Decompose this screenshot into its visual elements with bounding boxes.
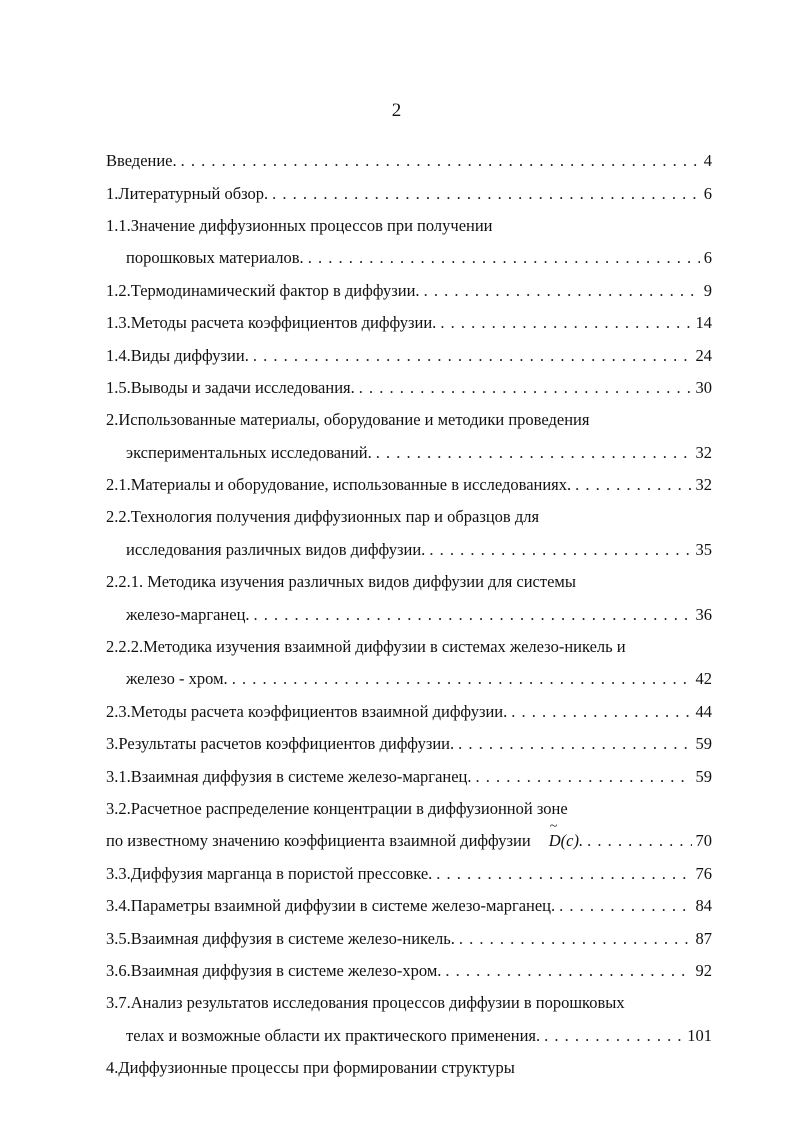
toc-entry-title: 4.Диффузионные процессы при формировании структуры bbox=[106, 1058, 515, 1078]
toc-entry bbox=[106, 922, 712, 954]
toc-entry-title: 3.2.Расчетное распределение концентрации в диффузионной зоне bbox=[106, 799, 568, 818]
toc-leader-dots bbox=[587, 831, 691, 851]
toc-entry-page: 32 bbox=[695, 475, 712, 495]
toc-entry-page: 70 bbox=[695, 831, 712, 851]
toc-entry-page: 14 bbox=[695, 313, 712, 333]
page-number: 2 bbox=[391, 100, 402, 121]
toc-entry bbox=[106, 858, 712, 890]
toc-entry bbox=[106, 728, 712, 760]
toc-entry-title: 1.1.Значение диффузионных процессов при получении bbox=[106, 215, 493, 235]
toc-entry-title: железо-марганец. bbox=[126, 604, 250, 624]
toc-entry-page: 44 bbox=[695, 701, 712, 721]
toc-entry-title: 1.3.Методы расчета коэффициентов диффузии. bbox=[106, 313, 437, 333]
toc-entry-page: 32 bbox=[695, 442, 712, 462]
toc-entry-title: порошковых материалов. bbox=[126, 248, 304, 268]
toc-leader-dots bbox=[376, 443, 692, 463]
toc-entry bbox=[106, 1052, 712, 1084]
toc-entry bbox=[106, 210, 712, 242]
toc-entry-page: 76 bbox=[695, 863, 712, 883]
toc-leader-dots bbox=[458, 734, 691, 754]
toc-entry bbox=[106, 566, 712, 598]
toc-entry bbox=[106, 404, 712, 436]
toc-entry-title: 2.Использованные материалы, оборудование и методики проведения bbox=[106, 410, 590, 430]
toc-entry-title: по известному значению коэффициента взаимной диффузии bbox=[106, 831, 531, 851]
toc-entry bbox=[106, 760, 712, 792]
toc-entry bbox=[106, 437, 712, 469]
toc-entry-page: 101 bbox=[687, 1025, 712, 1045]
toc-entry bbox=[106, 825, 712, 857]
toc-entry bbox=[106, 1020, 712, 1052]
toc-entry bbox=[106, 793, 712, 825]
toc-entry bbox=[106, 145, 712, 177]
toc-entry-page: 87 bbox=[695, 928, 712, 948]
toc-entry-page: 42 bbox=[695, 669, 712, 689]
table-of-contents bbox=[106, 145, 712, 1084]
toc-entry bbox=[106, 501, 712, 533]
toc-entry-title: 3.1.Взаимная диффузия в системе железо-марганец. bbox=[106, 766, 472, 786]
toc-entry-title: 3.5.Взаимная диффузия в системе железо-никель. bbox=[106, 928, 455, 948]
toc-leader-dots bbox=[424, 281, 700, 301]
toc-entry bbox=[106, 307, 712, 339]
toc-entry bbox=[106, 955, 712, 987]
toc-entry-page: 9 bbox=[703, 280, 712, 300]
toc-entry-title: 2.3.Методы расчета коэффициентов взаимной диффузии. bbox=[106, 701, 508, 721]
toc-leader-dots bbox=[459, 929, 692, 949]
toc-entry bbox=[106, 987, 712, 1019]
toc-leader-dots bbox=[559, 896, 691, 916]
toc-entry-title: экспериментальных исследований. bbox=[126, 442, 372, 462]
toc-entry-page: 36 bbox=[695, 604, 712, 624]
toc-entry-title: 1.4.Виды диффузии. bbox=[106, 345, 249, 365]
toc-leader-dots bbox=[511, 702, 691, 722]
toc-leader-dots bbox=[429, 540, 691, 560]
toc-leader-dots bbox=[359, 378, 692, 398]
toc-leader-dots bbox=[253, 346, 692, 366]
toc-entry-title: 1.2.Термодинамический фактор в диффузии. bbox=[106, 280, 420, 300]
toc-entry bbox=[106, 469, 712, 501]
toc-leader-dots bbox=[232, 669, 692, 689]
toc-entry-title: 1.5.Выводы и задачи исследования. bbox=[106, 377, 355, 397]
formula-text: ~ D(c). bbox=[549, 831, 583, 851]
toc-entry-page: 35 bbox=[695, 539, 712, 559]
toc-entry-page: 92 bbox=[695, 960, 712, 980]
toc-entry-title: телах и возможные области их практического применения. bbox=[126, 1025, 541, 1045]
toc-entry-title: Введение. bbox=[106, 151, 177, 171]
toc-entry-title: 3.3.Диффузия марганца в пористой прессовке. bbox=[106, 863, 433, 883]
toc-entry-title: 3.Результаты расчетов коэффициентов диффузии. bbox=[106, 734, 455, 754]
diffusion-coefficient-formula bbox=[549, 831, 583, 851]
toc-entry-title: 2.2.2.Методика изучения взаимной диффузии в системах железо-никель и bbox=[106, 637, 626, 657]
toc-leader-dots bbox=[476, 767, 692, 787]
toc-leader-dots bbox=[181, 151, 700, 171]
toc-leader-dots bbox=[445, 961, 691, 981]
toc-entry-page: 4 bbox=[703, 151, 712, 171]
toc-entry bbox=[106, 696, 712, 728]
toc-leader-dots bbox=[575, 475, 691, 495]
toc-entry-title: железо - хром. bbox=[126, 669, 228, 689]
toc-entry bbox=[106, 663, 712, 695]
toc-entry-title: 3.7.Анализ результатов исследования процессов диффузии в порошковых bbox=[106, 993, 625, 1013]
toc-entry-title: 2.2.1. Методика изучения различных видов диффузии для системы bbox=[106, 572, 576, 592]
toc-entry bbox=[106, 631, 712, 663]
toc-entry-title: 3.6.Взаимная диффузия в системе железо-хром. bbox=[106, 960, 442, 980]
toc-entry bbox=[106, 534, 712, 566]
toc-entry-page: 6 bbox=[703, 248, 712, 268]
toc-entry bbox=[106, 598, 712, 630]
toc-entry-page: 59 bbox=[695, 734, 712, 754]
toc-entry-title: 3.4.Параметры взаимной диффузии в системе железо-марганец. bbox=[106, 896, 556, 916]
toc-entry bbox=[106, 339, 712, 371]
toc-entry-page: 30 bbox=[695, 377, 712, 397]
toc-entry-page: 84 bbox=[695, 896, 712, 916]
toc-leader-dots bbox=[436, 864, 691, 884]
toc-entry-title: исследования различных видов диффузии. bbox=[126, 539, 426, 559]
toc-leader-dots bbox=[440, 313, 691, 333]
toc-entry bbox=[106, 890, 712, 922]
toc-entry-title: 2.2.Технология получения диффузионных пар и образцов для bbox=[106, 507, 540, 527]
toc-entry bbox=[106, 242, 712, 274]
toc-entry bbox=[106, 177, 712, 209]
toc-leader-dots bbox=[272, 184, 700, 204]
toc-entry-page: 24 bbox=[695, 345, 712, 365]
toc-entry bbox=[106, 275, 712, 307]
toc-entry-page: 6 bbox=[703, 183, 712, 203]
toc-leader-dots bbox=[308, 248, 700, 268]
toc-leader-dots bbox=[254, 605, 692, 625]
toc-entry-title: 1.Литературный обзор. bbox=[106, 183, 269, 203]
toc-entry-title: 2.1.Материалы и оборудование, использованные в исследованиях. bbox=[106, 475, 572, 495]
toc-leader-dots bbox=[544, 1026, 683, 1046]
toc-entry-page: 59 bbox=[695, 766, 712, 786]
toc-entry bbox=[106, 372, 712, 404]
